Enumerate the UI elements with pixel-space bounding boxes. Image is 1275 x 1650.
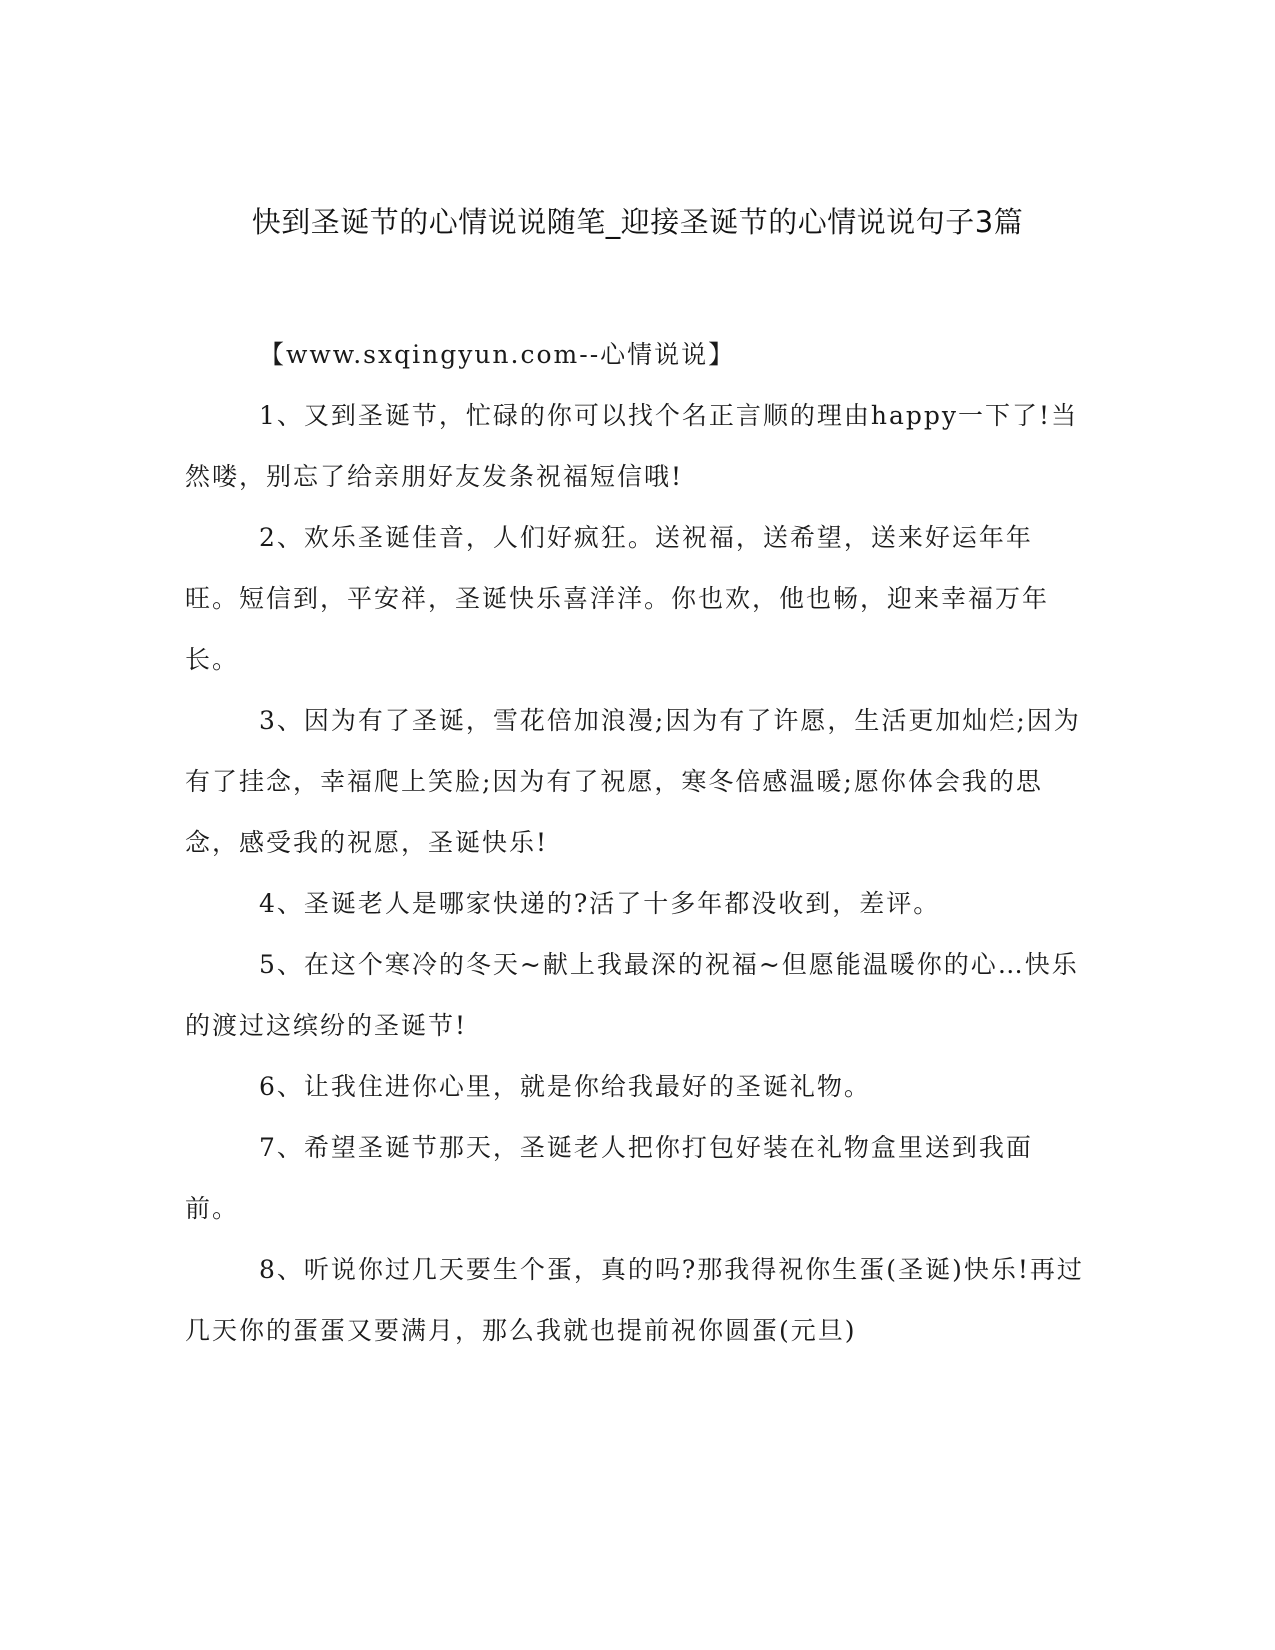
document-body (185, 324, 1085, 1361)
paragraph-5: 5、在这个寒冷的冬天~献上我最深的祝福~但愿能温暖你的心…快乐的渡过这缤纷的圣诞节! (185, 950, 1079, 1040)
paragraph-8: 8、听说你过几天要生个蛋，真的吗?那我得祝你生蛋(圣诞)快乐!再过几天你的蛋蛋又要满月，那么我就也提前祝你圆蛋(元旦) (185, 1255, 1084, 1345)
paragraph-1: 1、又到圣诞节，忙碌的你可以找个名正言顺的理由happy一下了!当然喽，别忘了给亲朋好友发条祝福短信哦! (185, 401, 1079, 491)
paragraph-4: 4、圣诞老人是哪家快递的?活了十多年都没收到，差评。 (259, 889, 941, 918)
document-title: 快到圣诞节的心情说说随笔_迎接圣诞节的心情说说句子3篇 (251, 205, 1024, 239)
paragraph-7: 7、希望圣诞节那天，圣诞老人把你打包好装在礼物盒里送到我面前。 (185, 1133, 1033, 1223)
paragraph-2: 2、欢乐圣诞佳音，人们好疯狂。送祝福，送希望，送来好运年年旺。短信到，平安祥，圣诞快乐喜洋洋。你也欢，他也畅，迎来幸福万年长。 (185, 523, 1050, 674)
source-line: 【www.sxqingyun.com--心情说说】 (259, 340, 736, 369)
paragraph-3: 3、因为有了圣诞，雪花倍加浪漫;因为有了许愿，生活更加灿烂;因为有了挂念，幸福爬上笑脸;因为有了祝愿，寒冬倍感温暖;愿你体会我的思念，感受我的祝愿，圣诞快乐! (185, 706, 1081, 857)
paragraph-6: 6、让我住进你心里，就是你给我最好的圣诞礼物。 (259, 1072, 871, 1101)
